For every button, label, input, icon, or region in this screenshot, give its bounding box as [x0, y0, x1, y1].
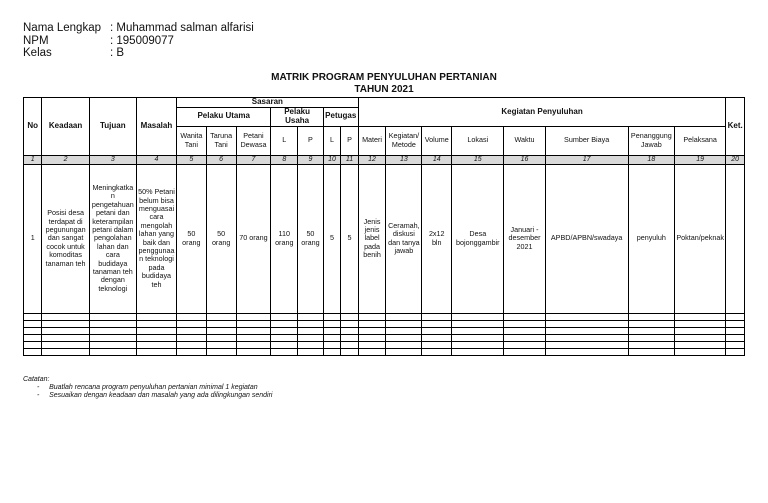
col-number: 12 [358, 155, 386, 164]
cell-volume: 2x12 bln [422, 164, 452, 313]
col-number: 3 [89, 155, 136, 164]
class-row [23, 47, 254, 60]
class-value: : B [110, 47, 125, 59]
header-keadaan: Keadaan [42, 98, 89, 156]
col-number: 7 [236, 155, 271, 164]
name-label: Nama Lengkap [23, 22, 101, 34]
col-number: 16 [504, 155, 545, 164]
col-number: 9 [298, 155, 324, 164]
header-masalah: Masalah [136, 98, 176, 156]
cell-keadaan: Posisi desa terdapat di pegunungan dan sangat cocok untuk komoditas tanaman teh [42, 164, 89, 313]
class-label: Kelas [23, 47, 52, 59]
header-petugas-l: L [323, 126, 340, 155]
student-info [23, 22, 254, 60]
cell-petani-dewasa: 70 orang [236, 164, 271, 313]
header-usaha-p: P [298, 126, 324, 155]
npm-row [23, 35, 254, 48]
header-metode: Kegiatan/ Metode [386, 126, 422, 155]
cell-materi: Jenis jenis label pada benih [358, 164, 386, 313]
column-number-row [24, 155, 745, 164]
col-number: 10 [323, 155, 340, 164]
cell-wanita-tani: 50 orang [176, 164, 206, 313]
col-number: 15 [452, 155, 504, 164]
cell-lokasi: Desa bojonggambir [452, 164, 504, 313]
header-no: No [24, 98, 42, 156]
name-value: : Muhammad salman alfarisi [110, 22, 254, 34]
notes [23, 376, 272, 401]
cell-usaha-l: 110 orang [271, 164, 298, 313]
document-year: TAHUN 2021 [354, 84, 414, 95]
empty-row [24, 348, 745, 355]
empty-row [24, 327, 745, 334]
notes-heading: Catatan: [23, 376, 50, 383]
cell-tujuan: Meningkatkan pengetahuan petani dan keterampilan petani dalam pengolahan lahan dan cara budidaya tanaman teh dengan teknologi [89, 164, 136, 313]
npm-value: : 195009077 [110, 34, 174, 47]
header-pelaksana: Pelaksana [674, 126, 725, 155]
header-kegiatan: Kegiatan Penyuluhan [358, 98, 726, 127]
empty-row [24, 320, 745, 327]
col-number: 5 [176, 155, 206, 164]
note-bullet: - [37, 384, 40, 392]
empty-row [24, 334, 745, 341]
header-pelaku-usaha: Pelaku Usaha [271, 107, 323, 126]
document-title: MATRIK PROGRAM PENYULUHAN PERTANIAN [271, 72, 497, 83]
cell-usaha-p: 50 orang [298, 164, 324, 313]
header-lokasi: Lokasi [452, 126, 504, 155]
header-petugas-p: P [341, 126, 358, 155]
col-number: 8 [271, 155, 298, 164]
header-petugas: Petugas [323, 107, 358, 126]
col-number: 20 [726, 155, 745, 164]
col-number: 11 [341, 155, 358, 164]
col-number: 13 [386, 155, 422, 164]
note-item [23, 384, 272, 392]
header-materi: Materi [358, 126, 386, 155]
note-bullet: - [37, 392, 40, 400]
col-number: 2 [42, 155, 89, 164]
npm-label: NPM [23, 34, 49, 47]
col-number: 4 [136, 155, 176, 164]
note-item [23, 392, 272, 400]
cell-metode: Ceramah, diskusi dan tanya jawab [386, 164, 422, 313]
header-tujuan: Tujuan [89, 98, 136, 156]
col-number: 14 [422, 155, 452, 164]
cell-masalah: 50% Petani belum bisa menguasai cara mengolah lahan yang baik dan penggunaan teknologi pada budidaya teh [136, 164, 176, 313]
table-row [24, 164, 745, 313]
header-sumber-biaya: Sumber Biaya [545, 126, 628, 155]
cell-taruna-tani: 50 orang [206, 164, 236, 313]
note-text: Sesuaikan dengan keadaan dan masalah yang ada dilingkungan sendiri [49, 392, 273, 400]
col-number: 19 [674, 155, 725, 164]
cell-petugas-l: 5 [323, 164, 340, 313]
header-petani-dewasa: Petani Dewasa [236, 126, 271, 155]
cell-penanggung-jawab: penyuluh [628, 164, 674, 313]
cell-ket [726, 164, 745, 313]
col-number: 6 [206, 155, 236, 164]
cell-sumber-biaya: APBD/APBN/swadaya [545, 164, 628, 313]
cell-no: 1 [24, 164, 42, 313]
cell-petugas-p: 5 [341, 164, 358, 313]
header-volume: Volume [422, 126, 452, 155]
col-number: 17 [545, 155, 628, 164]
header-waktu: Waktu [504, 126, 545, 155]
header-sasaran: Sasaran [176, 98, 358, 108]
cell-waktu: Januari - desember 2021 [504, 164, 545, 313]
note-text: Buatlah rencana program penyuluhan pertanian minimal 1 kegiatan [49, 384, 258, 392]
header-penanggung-jawab: Penanggung Jawab [628, 126, 674, 155]
col-number: 18 [628, 155, 674, 164]
program-matrix-table [23, 97, 745, 356]
col-number: 1 [24, 155, 42, 164]
header-taruna-tani: Taruna Tani [206, 126, 236, 155]
header-pelaku-utama: Pelaku Utama [176, 107, 270, 126]
cell-pelaksana: Poktan/peknak [674, 164, 725, 313]
header-ket: Ket. [726, 98, 745, 156]
header-usaha-l: L [271, 126, 298, 155]
name-row [23, 22, 254, 35]
empty-row [24, 313, 745, 320]
empty-row [24, 341, 745, 348]
header-wanita-tani: Wanita Tani [176, 126, 206, 155]
